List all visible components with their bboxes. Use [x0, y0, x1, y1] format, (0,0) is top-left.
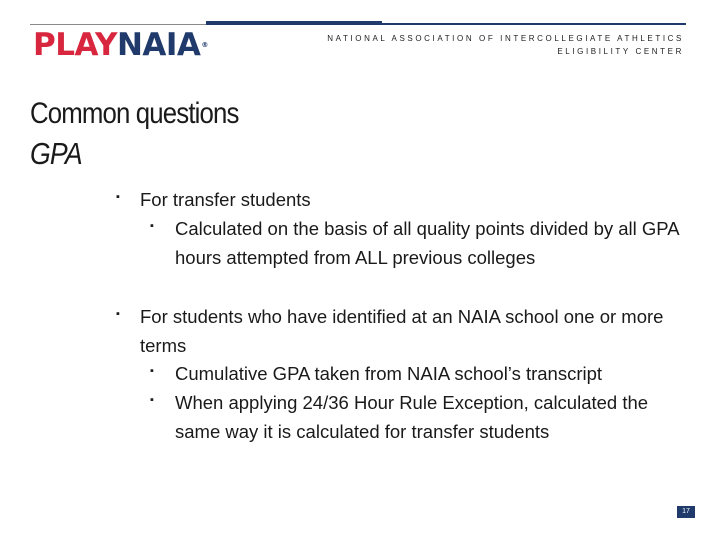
- bullet-text: Calculated on the basis of all quality points divided by all GPA hours attempted from ALL previous colleges: [175, 218, 679, 268]
- header-rule-right: [206, 23, 686, 25]
- logo-trademark: ®: [201, 41, 208, 49]
- header-rule-left: [30, 24, 206, 25]
- page-number-badge: 17: [677, 506, 695, 518]
- logo-naia: NAIA: [116, 27, 201, 63]
- org-line-1: NATIONAL ASSOCIATION OF INTERCOLLEGIATE ATHLETICS: [327, 34, 684, 43]
- bullet-identified-students: [116, 303, 676, 360]
- slide-title: Common questions: [30, 97, 239, 130]
- organization-name: [327, 32, 684, 58]
- slide-subtitle: GPA: [30, 136, 82, 171]
- sub-bullet-calculated: [150, 215, 680, 272]
- bullet-marker: ▪: [150, 220, 154, 232]
- bullet-marker: ▪: [150, 365, 154, 377]
- bullet-text: For students who have identified at an NAIA school one or more terms: [140, 306, 664, 356]
- playnaia-logo: [33, 28, 208, 62]
- bullet-transfer-students: [116, 186, 676, 215]
- bullet-text: Cumulative GPA taken from NAIA school’s transcript: [175, 363, 603, 384]
- sub-bullet-hour-rule: [150, 389, 690, 446]
- bullet-text: When applying 24/36 Hour Rule Exception, calculated the same way it is calculated for transfer students: [175, 392, 649, 442]
- org-line-2: ELIGIBILITY CENTER: [557, 47, 684, 56]
- logo-play: PLAY: [33, 27, 117, 63]
- bullet-text: For transfer students: [140, 189, 311, 210]
- bullet-marker: ▪: [150, 394, 154, 406]
- sub-bullet-cumulative-gpa: [150, 360, 690, 389]
- bullet-marker: ▪: [116, 191, 120, 203]
- bullet-marker: ▪: [116, 308, 120, 320]
